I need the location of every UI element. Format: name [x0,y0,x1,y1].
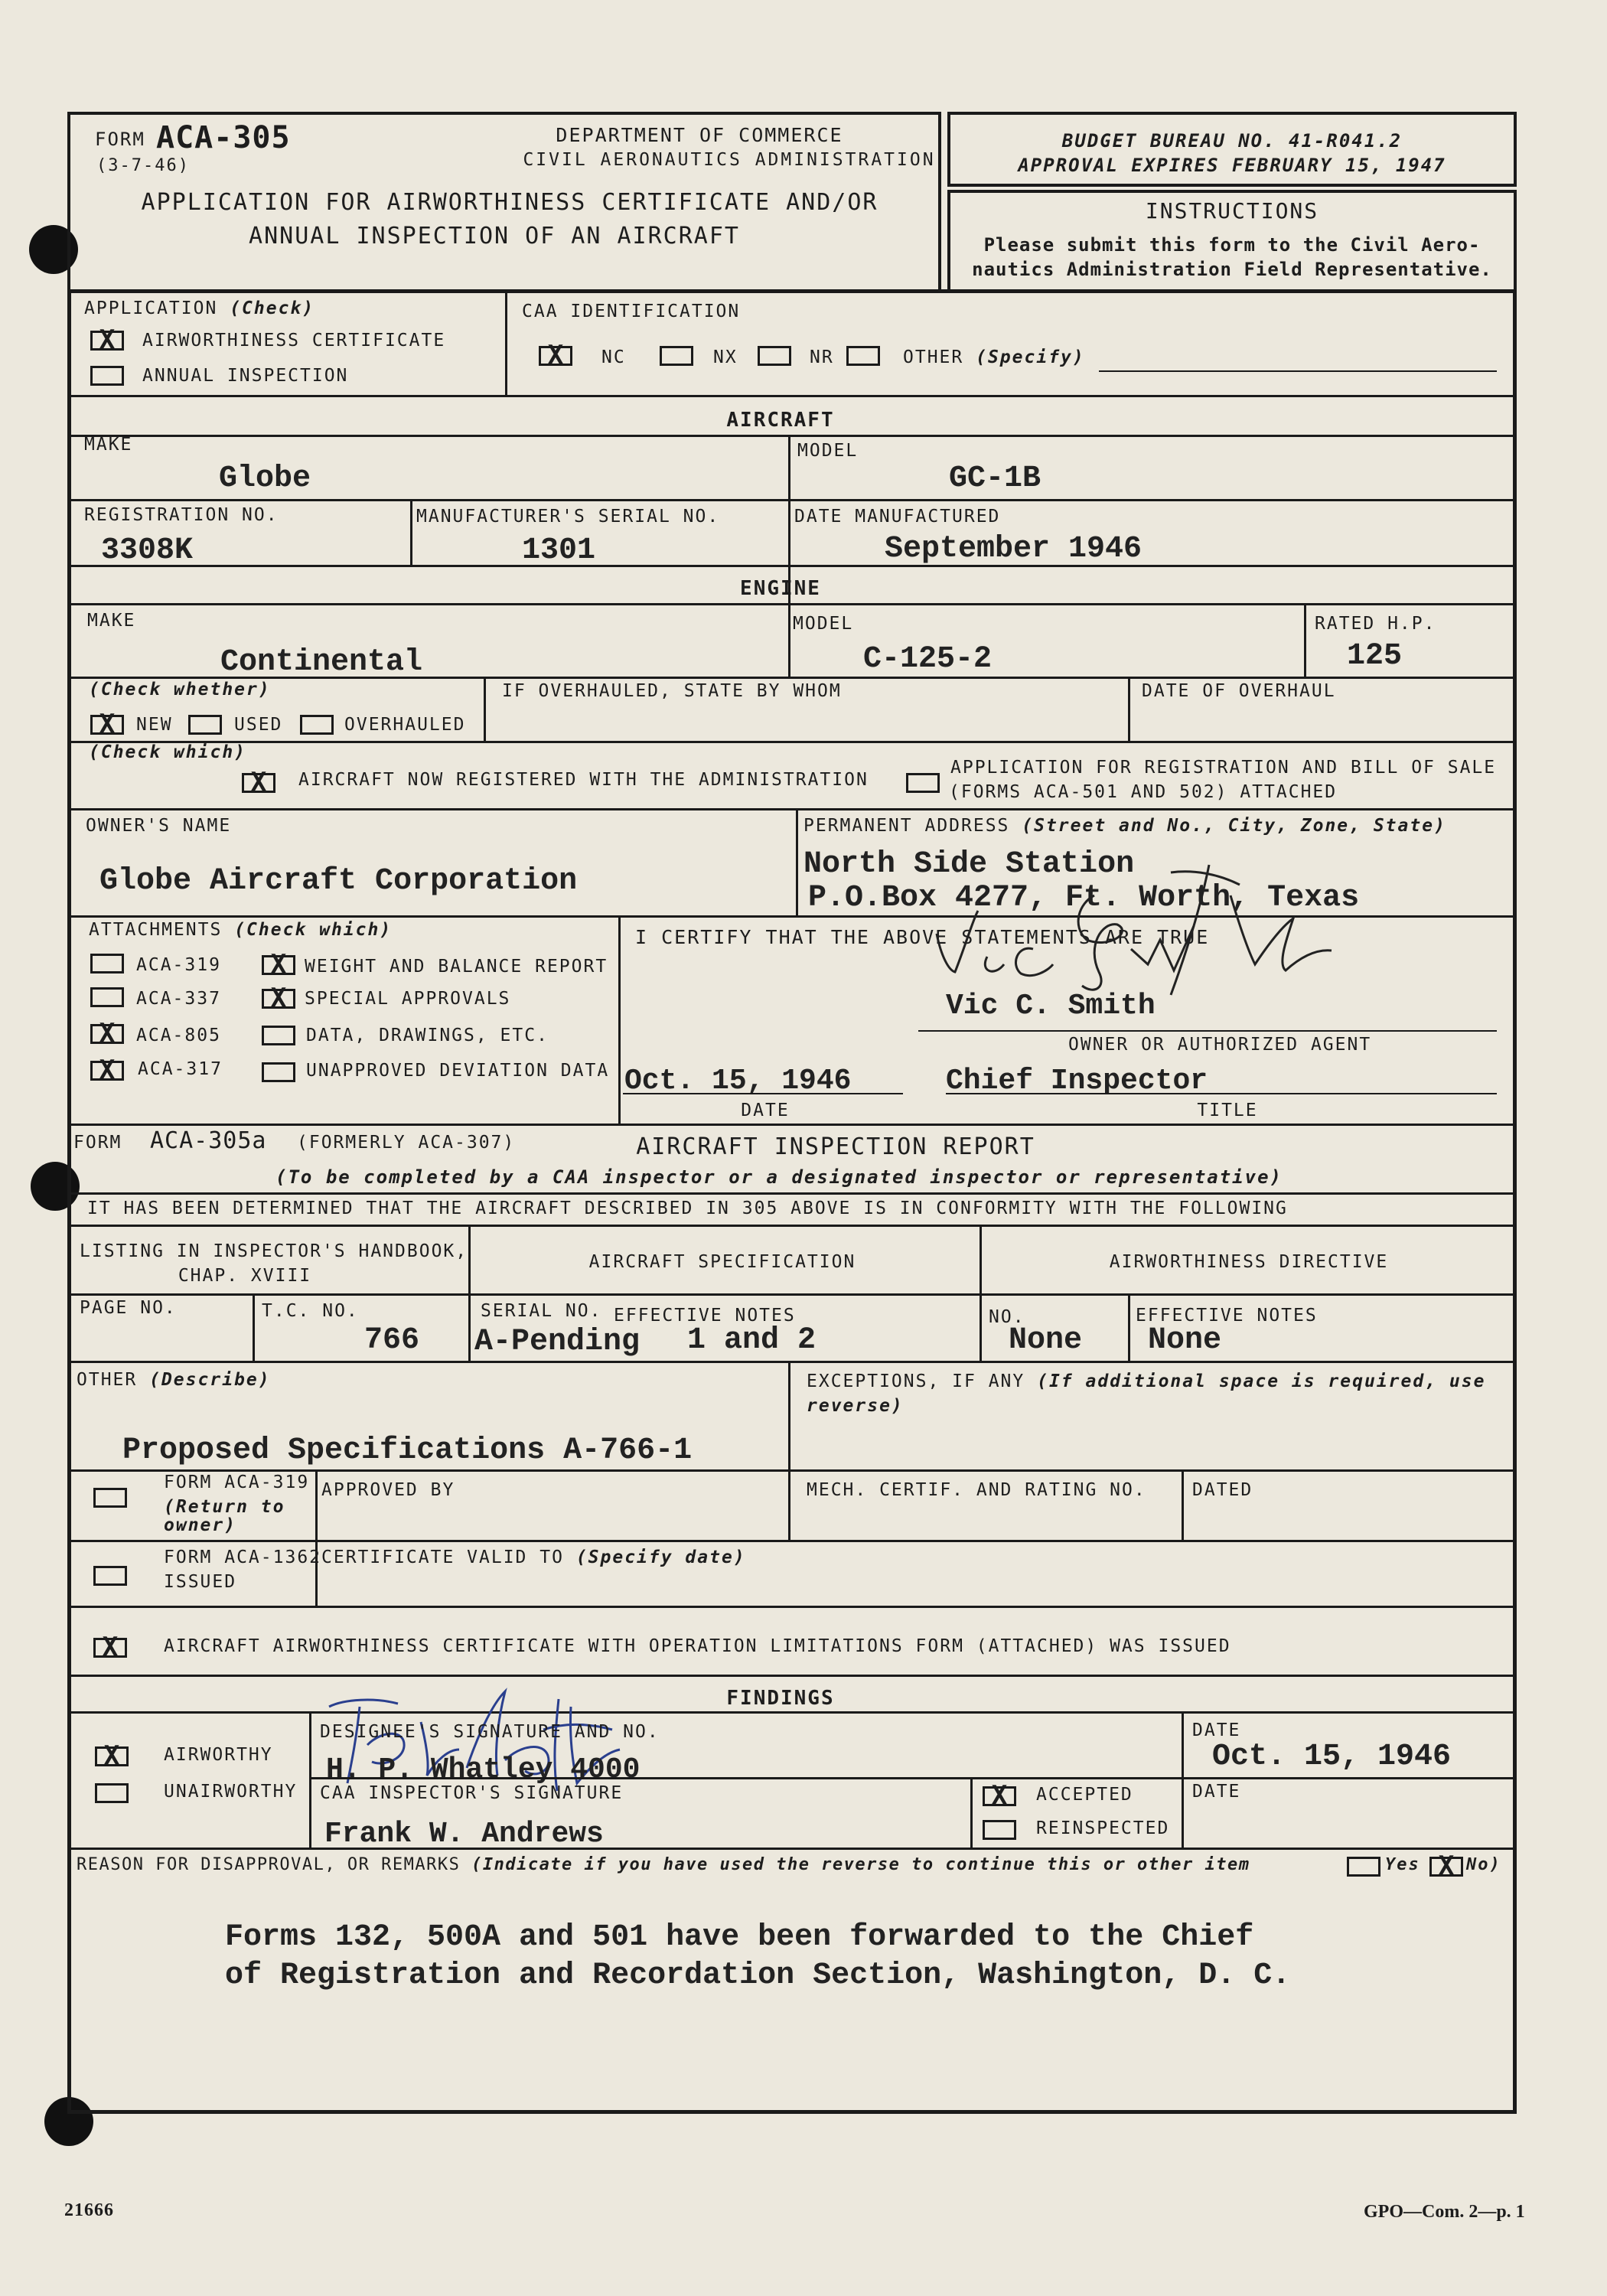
aircraft-section-title: AIRCRAFT [726,409,835,432]
mech-certif-label: MECH. CERTIF. AND RATING NO. [807,1480,1146,1500]
registered-checkbox[interactable]: X [242,773,275,793]
overhaul-date-label: DATE OF OVERHAUL [1142,681,1336,701]
form-aca1362-checkbox[interactable] [93,1566,127,1586]
instructions-line2: nautics Administration Field Representative. [972,259,1492,280]
inspection-form-number: ACA-305a [150,1127,267,1154]
certify-date-label: DATE [741,1101,790,1120]
rule [468,1293,471,1361]
rule [67,1606,1517,1608]
rule [410,499,412,565]
nc-label: NC [601,347,626,367]
serial-label: MANUFACTURER'S SERIAL NO. [416,507,720,527]
reinspected-label: REINSPECTED [1036,1818,1170,1838]
rule [484,677,486,741]
date-manufactured-label: DATE MANUFACTURED [794,507,1001,527]
remarks-line1: Forms 132, 500A and 501 have been forwarded to the Chief [225,1920,1254,1955]
form-aca1362-line2: ISSUED [164,1572,237,1592]
certify-title: Chief Inspector [946,1065,1208,1097]
data-drawings-label: DATA, DRAWINGS, ETC. [306,1026,549,1045]
instructions-title: INSTRUCTIONS [1145,198,1319,223]
remarks-yes-label: Yes [1385,1855,1420,1874]
caa-signature-label: CAA INSPECTOR'S SIGNATURE [320,1783,624,1803]
owner-signature-graphic [918,842,1347,1010]
registered-label: AIRCRAFT NOW REGISTERED WITH THE ADMINISTRATION [298,770,869,790]
rule [67,741,1517,743]
rule [67,435,1517,437]
other-checkbox[interactable] [846,346,880,366]
rule [67,603,1517,605]
other-label: OTHER (Specify) [903,347,1085,367]
dated-label: DATED [1192,1480,1253,1500]
rule [618,915,621,1124]
rule [67,395,1517,397]
rule [309,1777,1517,1779]
findings-date: Oct. 15, 1946 [1212,1740,1452,1774]
rule [788,1361,790,1540]
budget-line2: APPROVAL EXPIRES FEBRUARY 15, 1947 [1018,155,1446,176]
findings-section-title: FINDINGS [726,1687,835,1710]
unapproved-deviation-label: UNAPPROVED DEVIATION DATA [306,1061,610,1081]
special-approvals-checkbox[interactable]: X [262,989,295,1009]
engine-make-label: MAKE [87,611,136,631]
remarks-line2: of Registration and Recordation Section, Washington, D. C. [225,1958,1291,1993]
instructions-line1: Please submit this form to the Civil Aero- [983,234,1481,256]
directive-effective-label: EFFECTIVE NOTES [1136,1306,1318,1326]
form-title-line2: ANNUAL INSPECTION OF AN AIRCRAFT [249,223,740,249]
attachments-label: ATTACHMENTS (Check which) [89,920,393,940]
exceptions-label: EXCEPTIONS, IF ANY (If additional space is required, use [807,1371,1486,1391]
date-line [623,1093,903,1094]
rule [309,1711,311,1848]
other-describe-label: OTHER (Describe) [77,1370,271,1390]
rule [67,1361,1517,1363]
unapproved-deviation-checkbox[interactable] [262,1062,295,1082]
rated-hp-label: RATED H.P. [1315,614,1436,634]
weight-balance-label: WEIGHT AND BALANCE REPORT [305,957,608,977]
owner-name: Globe Aircraft Corporation [99,864,578,899]
airworthy-checkbox[interactable]: X [95,1746,129,1766]
engine-overhauled-label: OVERHAULED [344,715,466,735]
aircraft-make: Globe [219,461,311,496]
inspection-subtitle: (To be completed by a CAA inspector or a designated inspector or representative) [275,1166,1283,1188]
registration-application-line1: APPLICATION FOR REGISTRATION AND BILL OF SALE [950,758,1497,778]
aca337-checkbox[interactable] [90,987,124,1007]
engine-section-title: ENGINE [740,577,821,600]
weight-balance-checkbox[interactable]: X [262,955,295,975]
rule [788,1469,1517,1472]
remarks-yes-checkbox[interactable] [1347,1857,1380,1877]
registration-application-checkbox[interactable] [906,773,940,793]
effective-notes-value: 1 and 2 [687,1323,817,1358]
department: DEPARTMENT OF COMMERCE [556,124,843,146]
unairworthy-label: UNAIRWORTHY [164,1782,298,1802]
airworthy-label: AIRWORTHY [164,1745,273,1765]
rule [67,1540,1517,1542]
aca337-label: ACA-337 [136,989,221,1009]
rule [67,677,1517,679]
directive-no-label: NO. [989,1307,1025,1327]
rated-hp: 125 [1347,639,1403,673]
designee-signature: H. P. Whatley 4000 [326,1753,641,1786]
inspection-title: AIRCRAFT INSPECTION REPORT [636,1133,1035,1160]
rule [468,1225,471,1293]
annual-inspection-label: ANNUAL INSPECTION [142,366,349,386]
aca319-label: ACA-319 [136,955,221,975]
rule [67,1293,1517,1296]
form-date: (3-7-46) [96,156,190,175]
aircraft-make-label: MAKE [84,435,133,455]
form-aca319-line3: owner) [164,1515,237,1535]
listing-line2: CHAP. XVIII [178,1266,312,1286]
application-label: APPLICATION (Check) [84,298,315,318]
airworthiness-label: AIRWORTHINESS CERTIFICATE [142,331,446,351]
accepted-checkbox[interactable]: X [983,1786,1016,1806]
form-aca319-line2: (Return to [164,1497,285,1517]
date-manufactured-value: September 1946 [885,532,1143,566]
form-label: FORM [95,129,145,150]
certificate-issued-label: AIRCRAFT AIRWORTHINESS CERTIFICATE WITH OPERATION LIMITATIONS FORM (ATTACHED) WAS ISSUED [164,1636,1231,1656]
rule [1304,603,1306,677]
engine-make: Continental [220,645,423,680]
valid-to-label: CERTIFICATE VALID TO (Specify date) [321,1548,746,1567]
check-whether-label: (Check whether) [89,680,271,700]
inspection-formerly: (FORMERLY ACA-307) [297,1133,516,1153]
rule [67,808,1517,810]
form-number: ACA-305 [156,120,291,155]
caa-identification-label: CAA IDENTIFICATION [522,302,741,321]
certificate-issued-checkbox[interactable]: X [93,1638,127,1658]
rule [788,603,790,677]
rule [67,1225,1517,1227]
listing-line1: LISTING IN INSPECTOR'S HANDBOOK, [80,1241,468,1261]
owner-agent-label: OWNER OR AUTHORIZED AGENT [1068,1035,1372,1055]
form-aca319-line1: FORM ACA-319 [164,1473,310,1492]
rule [970,1777,973,1848]
form-aca319-checkbox[interactable] [93,1488,127,1508]
exceptions-hint: reverse) [807,1396,904,1416]
address-line2: P.O.Box 4277, Ft. Worth, Texas [808,881,1360,915]
engine-new-label: NEW [136,715,173,735]
rule [67,1711,1517,1714]
rule [67,565,1517,567]
certify-statement: I CERTIFY THAT THE ABOVE STATEMENTS ARE TRUE [635,926,1210,948]
budget-line1: BUDGET BUREAU NO. 41-R041.2 [1061,130,1403,152]
data-drawings-checkbox[interactable] [262,1026,295,1045]
aca319-checkbox[interactable] [90,954,124,974]
footer-left: 21666 [64,2200,114,2220]
title-line [946,1093,1497,1094]
engine-model: C-125-2 [863,642,993,677]
airworthiness-checkbox[interactable]: X [90,331,124,351]
nx-checkbox[interactable] [660,346,693,366]
engine-used-label: USED [234,715,283,735]
rule [67,1192,1517,1195]
rule [796,808,798,915]
airworthiness-directive-label: AIRWORTHINESS DIRECTIVE [1109,1252,1389,1272]
rule [67,1469,788,1472]
rule [1182,1469,1184,1540]
tc-no-value: 766 [364,1323,420,1358]
overhauled-by-label: IF OVERHAULED, STATE BY WHOM [502,681,842,701]
remarks-label: REASON FOR DISAPPROVAL, OR REMARKS (Indicate if you have used the reverse to continue this or other item [77,1855,1250,1874]
owner-signature-line [918,1030,1497,1032]
footer-right: GPO—Com. 2—p. 1 [1364,2202,1525,2222]
aircraft-model-label: MODEL [797,441,859,461]
determined-statement: IT HAS BEEN DETERMINED THAT THE AIRCRAFT DESCRIBED IN 305 ABOVE IS IN CONFORMITY WITH THE FOLLOWING [87,1199,1288,1218]
serial-no-value: A-Pending [474,1325,641,1359]
rule [1128,677,1130,741]
rule [315,1469,318,1606]
certify-title-label: TITLE [1197,1101,1258,1120]
remarks-no-label: No) [1466,1855,1501,1874]
aca805-checkbox[interactable]: X [90,1024,124,1044]
engine-used-checkbox[interactable] [188,715,222,735]
rule [67,499,1517,501]
address-label: PERMANENT ADDRESS (Street and No., City, Zone, State) [804,816,1446,836]
inspection-form-label: FORM [73,1133,122,1153]
annual-inspection-checkbox[interactable] [90,366,124,386]
tc-no-label: T.C. NO. [262,1301,359,1321]
rule [67,1675,1517,1677]
serial-no-label: SERIAL NO. [481,1301,602,1321]
engine-new-checkbox[interactable]: X [90,715,124,735]
aca317-checkbox[interactable]: X [90,1061,124,1081]
rule [1182,1711,1184,1848]
directive-effective-value: None [1148,1323,1222,1358]
rule [253,1293,255,1361]
rule [1128,1293,1130,1361]
rule [67,1124,1517,1126]
unairworthy-checkbox[interactable] [95,1783,129,1803]
other-describe-value: Proposed Specifications A-766-1 [122,1433,693,1468]
check-which-label: (Check which) [89,742,247,762]
nr-label: NR [810,347,834,367]
findings-date2-label: DATE [1192,1782,1241,1802]
page-no-label: PAGE NO. [80,1298,177,1318]
designee-signature-label: DESIGNEE'S SIGNATURE AND NO. [320,1722,660,1742]
serial-value: 1301 [522,533,596,568]
address-line1: North Side Station [804,847,1135,882]
certify-signer: Vic C. Smith [946,990,1156,1022]
aircraft-model: GC-1B [949,461,1041,496]
owner-name-label: OWNER'S NAME [86,816,232,836]
caa-signature: Frank W. Andrews [324,1818,604,1851]
form-title-line1: APPLICATION FOR AIRWORTHINESS CERTIFICATE AND/OR [141,189,878,216]
rule [67,1848,1517,1850]
effective-notes-label: EFFECTIVE NOTES [614,1306,796,1326]
reinspected-checkbox[interactable] [983,1820,1016,1840]
nr-checkbox[interactable] [758,346,791,366]
administration: CIVIL AERONAUTICS ADMINISTRATION [523,150,936,170]
registration-label: REGISTRATION NO. [84,505,279,525]
rule [980,1225,982,1361]
nx-label: NX [713,347,738,367]
certify-date: Oct. 15, 1946 [624,1065,852,1097]
engine-overhauled-checkbox[interactable] [300,715,334,735]
findings-date-label: DATE [1192,1720,1241,1740]
aca805-label: ACA-805 [136,1026,221,1045]
nc-checkbox[interactable]: X [539,346,572,366]
rule [505,291,507,395]
registration-value: 3308K [101,533,194,568]
aca317-label: ACA-317 [138,1059,223,1079]
accepted-label: ACCEPTED [1036,1785,1133,1805]
form-aca1362-line1: FORM ACA-1362 [164,1548,322,1567]
aircraft-spec-label: AIRCRAFT SPECIFICATION [588,1252,856,1272]
special-approvals-label: SPECIAL APPROVALS [305,989,511,1009]
other-specify-line [1099,370,1497,372]
engine-model-label: MODEL [793,614,854,634]
registration-application-line2: (FORMS ACA-501 AND 502) ATTACHED [949,782,1338,802]
approved-by-label: APPROVED BY [321,1480,455,1500]
remarks-no-checkbox[interactable]: X [1429,1857,1463,1877]
directive-no-value: None [1009,1323,1083,1358]
